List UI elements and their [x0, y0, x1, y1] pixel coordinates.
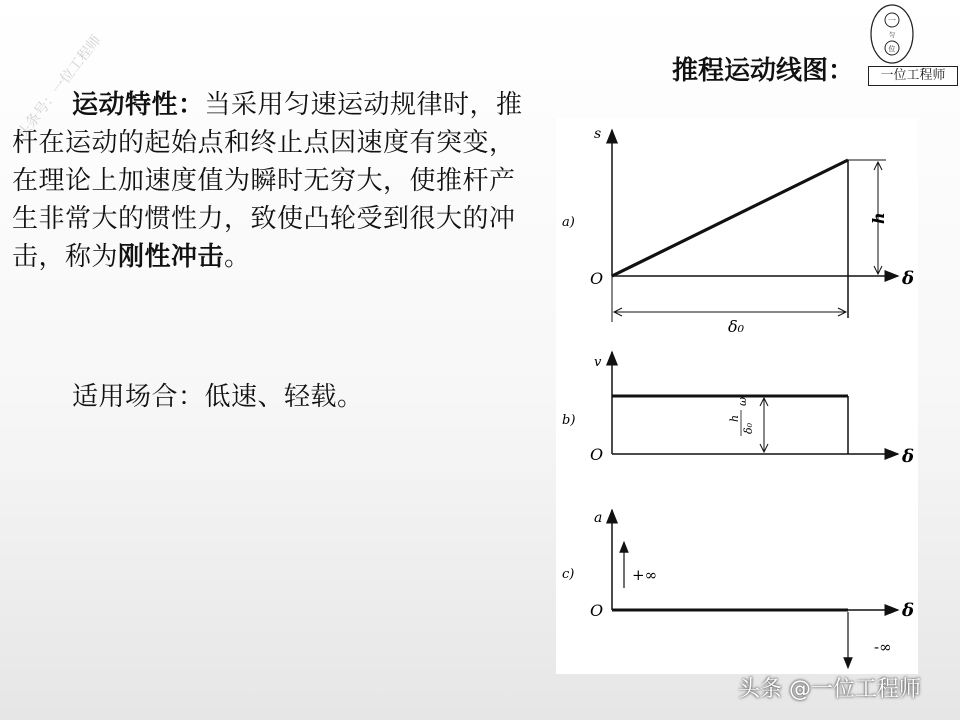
- panel-b-y-label: v: [594, 355, 602, 370]
- paragraph-text: 当采用匀速运动规律时，推杆在运动的起始点和终止点因速度有突变，在理论上加速度值为瞬时无穷大，使推杆产生非常大的惯性力，致使凸轮受到很大的冲击，称为: [12, 90, 523, 272]
- panel-b-origin: O: [590, 445, 604, 464]
- application-text: 适用场合：低速、轻载。: [72, 382, 364, 412]
- panel-a-x-label: δ: [902, 268, 915, 289]
- svg-text:位: 位: [888, 45, 896, 53]
- svg-text:匀: 匀: [888, 32, 896, 39]
- panel-c-y-label: a: [594, 510, 603, 526]
- panel-a-y-label: s: [594, 126, 602, 142]
- watermark-text: 头条号：一位工程师: [14, 32, 105, 142]
- motion-characteristics-paragraph: [12, 86, 524, 276]
- footer-watermark: 头条 @一位工程师: [738, 677, 921, 702]
- panel-a-origin: O: [590, 269, 604, 288]
- panel-b-value-den: δ₀: [742, 422, 755, 434]
- panel-c-acceleration: [562, 510, 914, 668]
- panel-b-value-factor: ω: [736, 397, 749, 406]
- panel-a-height-label: h: [869, 212, 888, 224]
- diagram-title: 推程运动线图：: [672, 56, 855, 86]
- panel-c-origin: O: [590, 601, 604, 620]
- panel-a-displacement: [562, 126, 914, 336]
- panel-c-tag: c): [562, 567, 575, 582]
- svg-text:一: 一: [888, 16, 896, 25]
- rigid-impact-term: 刚性冲击: [118, 242, 225, 272]
- panel-c-plus-inf: +∞: [632, 566, 658, 584]
- logo-label: 一位工程师: [868, 66, 958, 86]
- panel-b-tag: b): [562, 413, 576, 428]
- panel-a-tag: a): [562, 215, 575, 230]
- panel-a-period-label: δ₀: [728, 317, 745, 336]
- panel-c-minus-inf: -∞: [874, 638, 892, 656]
- paragraph-end: 。: [224, 242, 251, 272]
- panel-b-value-num: h: [728, 414, 741, 422]
- paragraph-label: 运动特性：: [72, 90, 205, 120]
- panel-c-x-label: δ: [902, 600, 915, 621]
- panel-b-velocity: [562, 352, 914, 467]
- motion-diagram: [556, 118, 918, 674]
- panel-b-x-label: δ: [902, 446, 915, 467]
